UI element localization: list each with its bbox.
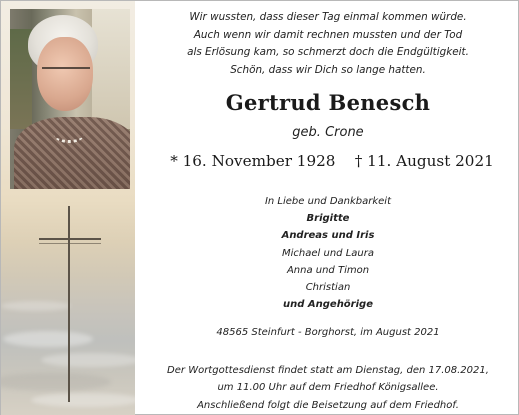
mourner-line: Anna und Timon: [286, 264, 370, 276]
mourners-list: [139, 193, 517, 313]
mourner-line: Brigitte: [306, 213, 350, 225]
life-dates: [143, 152, 519, 170]
service-line: um 11.00 Uhr auf dem Friedhof Königsallee.: [217, 382, 439, 394]
death-date: † 11. August 2021: [354, 152, 494, 170]
poem-line: als Erlösung kam, so schmerzt doch die Endgültigkeit.: [187, 46, 469, 58]
mourner-line: Andreas und Iris: [281, 230, 375, 242]
poem-line: Wir wussten, dass dieser Tag einmal kommen würde.: [189, 11, 467, 23]
mourners-intro: In Liebe und Dankbarkeit: [264, 196, 392, 207]
service-info: [139, 362, 517, 414]
portrait-photo: [10, 9, 130, 189]
obituary-text: [139, 1, 517, 415]
poem-line: Auch wenn wir damit rechnen mussten und der Tod: [193, 28, 463, 41]
service-line: Anschließend folgt die Beisetzung auf dem Friedhof.: [197, 399, 459, 411]
mourner-line: und Angehörige: [283, 299, 373, 311]
decorative-sky-strip: [1, 1, 135, 415]
poem-line: Schön, dass wir Dich so lange hatten.: [230, 63, 426, 76]
birth-date: * 16. November 1928: [170, 152, 336, 170]
mourner-line: Christian: [305, 282, 351, 294]
poem: [139, 9, 517, 79]
maiden-name: geb. Crone: [292, 125, 364, 140]
place-and-date: 48565 Steinfurt - Borghorst, im August 2021: [216, 327, 440, 338]
deceased-name: Gertrud Benesch: [225, 90, 431, 115]
service-line: Der Wortgottesdienst findet statt am Dienstag, den 17.08.2021,: [167, 365, 489, 376]
mourner-line: Michael und Laura: [282, 247, 374, 259]
